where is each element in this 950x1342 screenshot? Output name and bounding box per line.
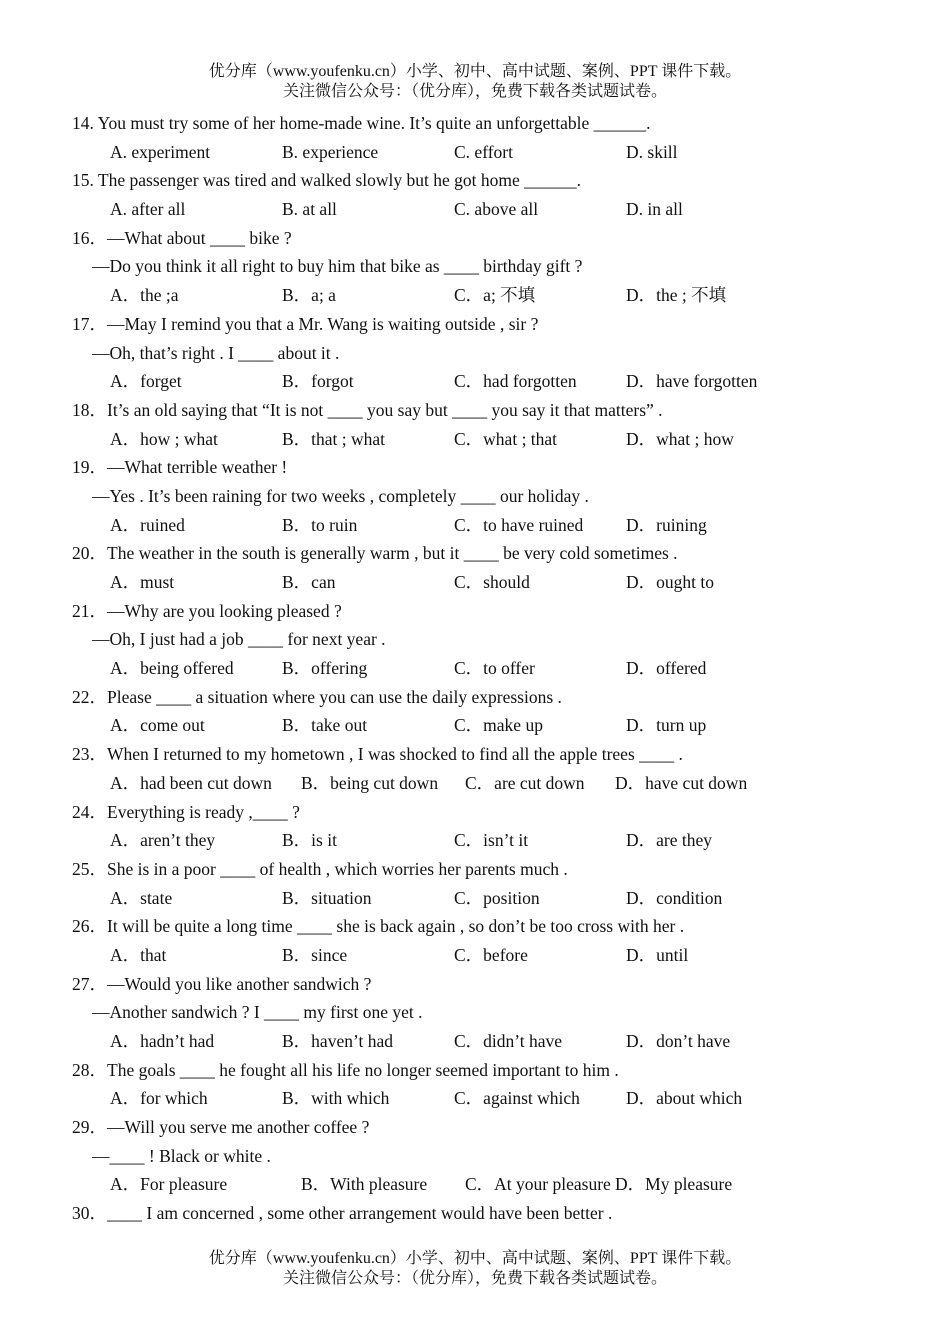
question-item	[72, 1113, 892, 1199]
question-item	[72, 310, 892, 396]
option-a: A．had been cut down	[110, 772, 272, 793]
option-d: D．until	[626, 944, 689, 965]
footer-line-1: 优分库（www.youfenku.cn）小学、初中、高中试题、案例、PPT 课件下载。	[208, 1250, 742, 1267]
options-row	[72, 769, 892, 798]
question-dialogue-line: —Another sandwich ? I ____ my first one yet .	[92, 1002, 423, 1023]
option-a: A．being offered	[110, 658, 234, 679]
question-stem: 28．The goals ____ he fought all his life no longer seemed important to him .	[72, 1059, 619, 1080]
option-c: C．against which	[454, 1088, 580, 1109]
option-c: C．to have ruined	[454, 514, 584, 535]
option-b: B．offering	[282, 658, 368, 679]
options-row	[72, 711, 892, 740]
question-stem: 22．Please ____ a situation where you can use the daily expressions .	[72, 686, 562, 707]
question-item	[72, 798, 892, 855]
question-stem: 29．—Will you serve me another coffee ?	[72, 1117, 370, 1138]
question-stem: 27．—Would you like another sandwich ?	[72, 973, 372, 994]
page-header	[0, 62, 950, 102]
option-a: A．come out	[110, 715, 205, 736]
options-row	[72, 511, 892, 540]
option-b: B. experience	[282, 141, 379, 162]
option-a: A．hadn’t had	[110, 1031, 215, 1051]
question-item	[72, 970, 892, 1056]
option-a: A. after all	[110, 199, 186, 220]
option-d: D．have cut down	[615, 772, 748, 793]
footer-line-2: 关注微信公众号：（优分库），免费下载各类试题试卷。	[282, 1270, 667, 1287]
option-d: D．about which	[626, 1088, 743, 1109]
question-stem: 20．The weather in the south is generally warm , but it ____ be very cold sometimes .	[72, 543, 678, 564]
option-b: B．haven’t had	[282, 1031, 393, 1051]
option-b: B．can	[282, 572, 336, 592]
question-item	[72, 683, 892, 740]
options-row	[72, 425, 892, 454]
option-a: A．the ;a	[110, 285, 179, 306]
option-b: B．With pleasure	[301, 1174, 428, 1195]
option-c: C．position	[454, 887, 540, 908]
page-footer	[0, 1249, 950, 1289]
option-d: D．are they	[626, 830, 713, 851]
option-d: D．what ; how	[626, 428, 734, 449]
option-c: C．what ; that	[454, 428, 558, 449]
option-d: D．have forgotten	[626, 371, 758, 392]
option-b: B．situation	[282, 887, 372, 908]
option-c: C．At your pleasure	[465, 1174, 611, 1195]
option-c: C．should	[454, 572, 530, 592]
question-dialogue-line: —Do you think it all right to buy him that bike as ____ birthday gift ?	[92, 256, 583, 277]
question-stem: 23．When I returned to my hometown , I was shocked to find all the apple trees ____ .	[72, 744, 683, 765]
option-c: C．are cut down	[465, 772, 585, 793]
question-item	[72, 539, 892, 596]
question-dialogue-line: —____ ! Black or white .	[92, 1145, 271, 1166]
option-b: B．being cut down	[301, 772, 439, 793]
option-c: C．to offer	[454, 658, 535, 679]
question-stem: 21．—Why are you looking pleased ?	[72, 600, 342, 621]
option-c: C．isn’t it	[454, 830, 529, 851]
question-item	[72, 396, 892, 453]
option-a: A．forget	[110, 371, 182, 392]
question-item	[72, 1199, 892, 1228]
option-a: A．how ; what	[110, 428, 218, 449]
option-a: A．must	[110, 572, 175, 592]
option-b: B. at all	[282, 199, 337, 220]
option-c: C．make up	[454, 715, 543, 736]
option-d: D．condition	[626, 887, 723, 908]
options-row	[72, 568, 892, 597]
question-item	[72, 224, 892, 310]
option-b: B．with which	[282, 1088, 390, 1109]
question-item	[72, 855, 892, 912]
question-stem: 30．____ I am concerned , some other arrangement would have been better .	[72, 1203, 613, 1224]
option-a: A．ruined	[110, 514, 185, 535]
option-c: C. effort	[454, 141, 513, 162]
options-row	[72, 367, 892, 396]
option-c: C．had forgotten	[454, 371, 577, 392]
question-item	[72, 912, 892, 969]
question-item	[72, 1056, 892, 1113]
question-stem: 17．—May I remind you that a Mr. Wang is waiting outside , sir ?	[72, 313, 539, 334]
question-item	[72, 597, 892, 683]
option-d: D．don’t have	[626, 1031, 731, 1051]
question-item	[72, 109, 892, 166]
option-b: B．since	[282, 944, 348, 965]
option-d: D．ought to	[626, 572, 714, 592]
option-c: C．a; 不填	[454, 285, 536, 306]
question-stem: 15. The passenger was tired and walked slowly but he got home ______.	[72, 170, 582, 191]
options-row	[72, 1084, 892, 1113]
header-line-2: 关注微信公众号：（优分库），免费下载各类试题试卷。	[282, 83, 667, 100]
option-d: D．My pleasure	[615, 1174, 733, 1195]
question-stem: 26．It will be quite a long time ____ she is back again , so don’t be too cross with her .	[72, 916, 685, 937]
options-row	[72, 281, 892, 310]
question-stem: 25．She is in a poor ____ of health , which worries her parents much .	[72, 858, 568, 879]
option-d: D．offered	[626, 658, 707, 679]
option-a: A．for which	[110, 1088, 208, 1109]
option-d: D. in all	[626, 199, 683, 220]
question-dialogue-line: —Oh, I just had a job ____ for next year .	[92, 629, 386, 650]
option-a: A．that	[110, 944, 167, 965]
options-row	[72, 884, 892, 913]
question-item	[72, 453, 892, 539]
question-stem: 14. You must try some of her home-made wine. It’s quite an unforgettable ______.	[72, 113, 651, 133]
option-b: B．that ; what	[282, 428, 386, 449]
option-c: C．before	[454, 944, 528, 965]
option-b: B．is it	[282, 830, 337, 851]
question-stem: 24．Everything is ready ,____ ?	[72, 801, 300, 822]
option-d: D．ruining	[626, 514, 707, 535]
question-stem: 19．—What terrible weather !	[72, 457, 288, 478]
option-d: D．the ; 不填	[626, 285, 727, 306]
option-d: D．turn up	[626, 715, 707, 736]
option-b: B．forgot	[282, 371, 354, 392]
options-row	[72, 138, 892, 167]
option-a: A．For pleasure	[110, 1174, 228, 1195]
question-dialogue-line: —Yes . It’s been raining for two weeks , completely ____ our holiday .	[92, 485, 589, 506]
option-b: B．to ruin	[282, 514, 358, 535]
header-line-1: 优分库（www.youfenku.cn）小学、初中、高中试题、案例、PPT 课件下载。	[208, 63, 742, 80]
option-c: C. above all	[454, 199, 539, 220]
option-b: B．take out	[282, 715, 368, 736]
question-list	[72, 109, 892, 1228]
option-b: B．a; a	[282, 285, 336, 306]
option-d: D. skill	[626, 141, 678, 162]
options-row	[72, 826, 892, 855]
question-dialogue-line: —Oh, that’s right . I ____ about it .	[92, 342, 340, 363]
option-a: A. experiment	[110, 141, 211, 162]
options-row	[72, 1170, 892, 1199]
question-stem: 16．—What about ____ bike ?	[72, 227, 292, 248]
question-item	[72, 740, 892, 797]
options-row	[72, 1027, 892, 1056]
question-stem: 18．It’s an old saying that “It is not ____ you say but ____ you say it that matters” .	[72, 399, 663, 420]
options-row	[72, 654, 892, 683]
question-item	[72, 166, 892, 223]
option-c: C．didn’t have	[454, 1031, 563, 1051]
option-a: A．aren’t they	[110, 830, 216, 851]
options-row	[72, 941, 892, 970]
options-row	[72, 195, 892, 224]
option-a: A．state	[110, 887, 173, 908]
